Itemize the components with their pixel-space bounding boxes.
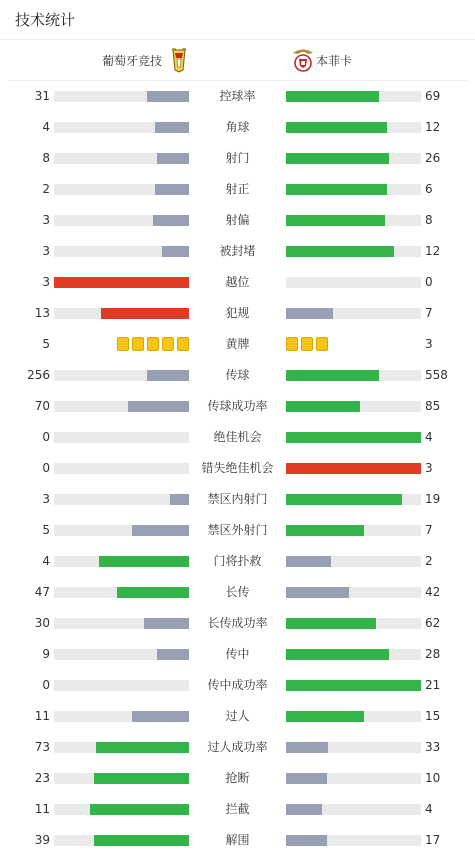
stat-label: 长传 [225,585,250,599]
home-stat-bar [54,246,189,257]
away-stat-bar [286,277,421,288]
away-stat-bar [286,122,421,133]
away-stat-bar-fill [286,649,389,660]
away-stat-bar [286,587,421,598]
home-stat-bar-fill [157,153,189,164]
home-stat-bar [54,432,189,443]
stat-row [0,422,475,453]
stat-label: 犯规 [225,306,250,320]
stat-row [0,825,475,856]
home-stat-bar [54,308,189,319]
home-stat-bar-fill [94,773,189,784]
home-stat-value: 256 [27,368,50,382]
home-stat-bar [54,835,189,846]
stat-row [0,794,475,825]
stat-row [0,112,475,143]
home-stat-bar [54,463,189,474]
stat-label: 被封堵 [219,244,256,258]
home-stat-bar-fill [155,122,189,133]
home-stat-bar-fill [155,184,189,195]
away-stat-bar-fill [286,308,333,319]
stat-label: 拦截 [225,802,250,816]
stat-label: 绝佳机会 [213,430,262,444]
away-stat-bar-fill [286,122,387,133]
away-stat-bar [286,184,421,195]
away-stat-bar-fill [286,587,349,598]
away-stat-value: 2 [425,554,433,568]
stat-label: 过人 [225,709,250,723]
away-stat-bar-fill [286,556,331,567]
home-stat-bar-fill [99,556,189,567]
away-yellow-cards [286,337,328,351]
home-stat-value: 30 [34,616,50,630]
away-team[interactable] [290,40,352,80]
away-stat-bar [286,215,421,226]
home-stat-bar-fill [157,649,189,660]
home-stat-bar [54,618,189,629]
stat-label: 控球率 [219,89,256,103]
away-stat-value: 12 [425,244,441,258]
stat-row [0,639,475,670]
away-stat-bar-fill [286,184,387,195]
away-stat-bar [286,742,421,753]
home-stat-bar [54,649,189,660]
stat-label: 射偏 [225,213,250,227]
home-stat-bar-fill [128,401,189,412]
home-stat-bar-fill [96,742,189,753]
stat-row [0,143,475,174]
away-stat-bar [286,308,421,319]
stat-label: 门将扑救 [213,554,262,568]
home-stat-bar-fill [147,91,189,102]
away-stat-bar-fill [286,835,327,846]
away-stat-bar-fill [286,91,379,102]
stat-label: 射门 [225,151,250,165]
home-stat-value: 5 [42,523,50,537]
away-stat-value: 26 [425,151,441,165]
home-stat-bar [54,153,189,164]
yellow-card-icon [132,337,144,351]
away-stat-value: 21 [425,678,441,692]
away-stat-value: 85 [425,399,441,413]
benfica-crest-icon [290,47,312,73]
away-stat-value: 62 [425,616,441,630]
away-stat-bar-fill [286,246,394,257]
stat-row [0,732,475,763]
stat-row [0,267,475,298]
away-stat-value: 3 [425,337,433,351]
stat-row [0,81,475,112]
away-stat-value: 8 [425,213,433,227]
away-stat-bar [286,618,421,629]
away-stat-bar [286,432,421,443]
home-stat-bar-fill [101,308,189,319]
stat-row [0,236,475,267]
away-stat-value: 33 [425,740,441,754]
stat-row [0,205,475,236]
home-stat-value: 3 [42,213,50,227]
stat-row [0,360,475,391]
stat-row [0,546,475,577]
stat-label: 传中 [225,647,250,661]
away-stat-value: 19 [425,492,441,506]
home-team[interactable] [102,40,190,80]
stat-row [0,174,475,205]
away-stat-bar-fill [286,215,385,226]
away-stat-bar-fill [286,525,364,536]
stat-label: 角球 [225,120,250,134]
stat-label: 过人成功率 [207,740,268,754]
away-stat-bar [286,804,421,815]
home-stat-value: 73 [34,740,50,754]
home-stat-bar [54,556,189,567]
away-stat-value: 4 [425,430,433,444]
away-stat-value: 0 [425,275,433,289]
stat-label: 传球成功率 [207,399,268,413]
home-stat-bar [54,122,189,133]
stat-label: 射正 [225,182,250,196]
away-stat-bar-fill [286,773,327,784]
away-stat-value: 28 [425,647,441,661]
home-stat-value: 23 [34,771,50,785]
stat-row [0,329,475,360]
yellow-card-icon [286,337,298,351]
away-stat-bar [286,153,421,164]
home-stat-bar [54,773,189,784]
home-stat-value: 9 [42,647,50,661]
away-stat-bar-fill [286,711,364,722]
home-stat-value: 3 [42,244,50,258]
away-stat-value: 7 [425,523,433,537]
away-stat-bar-fill [286,804,322,815]
away-stat-value: 10 [425,771,441,785]
away-stat-bar [286,91,421,102]
home-stat-value: 11 [34,802,50,816]
home-stat-bar-fill [54,277,189,288]
home-stat-bar [54,525,189,536]
away-stat-bar-fill [286,370,379,381]
away-stat-bar-fill [286,463,421,474]
yellow-card-icon [316,337,328,351]
stat-label: 错失绝佳机会 [201,461,274,475]
stat-row [0,763,475,794]
home-stat-bar-fill [153,215,189,226]
stat-label: 抢断 [225,771,250,785]
home-stat-value: 8 [42,151,50,165]
home-stat-value: 5 [42,337,50,351]
stat-label: 解围 [225,833,250,847]
home-stat-bar-fill [147,370,189,381]
yellow-card-icon [162,337,174,351]
stat-row [0,453,475,484]
stat-row [0,608,475,639]
home-stat-value: 0 [42,678,50,692]
home-stat-bar [54,277,189,288]
home-stat-bar-fill [94,835,189,846]
stat-row [0,391,475,422]
sporting-crest-icon [168,47,190,73]
teams-header [8,40,467,81]
away-stat-bar-fill [286,432,421,443]
away-stat-bar [286,370,421,381]
home-stat-value: 4 [42,554,50,568]
away-stat-bar [286,649,421,660]
away-stat-bar [286,246,421,257]
home-stat-bar-fill [144,618,189,629]
stat-row [0,701,475,732]
stat-label: 传球 [225,368,250,382]
home-stat-bar [54,680,189,691]
away-stat-bar [286,525,421,536]
home-stat-bar-fill [90,804,189,815]
home-stat-value: 47 [34,585,50,599]
away-stat-bar [286,711,421,722]
header [0,0,475,40]
away-stat-bar [286,401,421,412]
away-stat-value: 15 [425,709,441,723]
stat-label: 禁区外射门 [207,523,268,537]
yellow-card-icon [177,337,189,351]
home-stat-value: 0 [42,430,50,444]
stat-row [0,484,475,515]
away-stat-value: 69 [425,89,441,103]
home-stat-bar [54,215,189,226]
home-stat-value: 11 [34,709,50,723]
home-stat-value: 3 [42,275,50,289]
home-stat-bar [54,587,189,598]
home-stat-bar-fill [132,525,189,536]
home-stat-value: 2 [42,182,50,196]
away-stat-bar-fill [286,494,402,505]
home-stat-bar [54,370,189,381]
away-stat-bar-fill [286,401,360,412]
home-stat-bar [54,742,189,753]
home-stat-value: 31 [34,89,50,103]
away-stat-value: 6 [425,182,433,196]
stat-label: 黄牌 [225,337,250,351]
home-stat-bar-fill [132,711,189,722]
stat-row [0,298,475,329]
away-stat-value: 4 [425,802,433,816]
away-stat-value: 7 [425,306,433,320]
home-yellow-cards [117,337,189,351]
home-stat-bar [54,494,189,505]
yellow-card-icon [117,337,129,351]
away-stat-bar [286,835,421,846]
home-stat-bar [54,804,189,815]
stat-label: 长传成功率 [207,616,268,630]
away-stat-bar [286,556,421,567]
away-team-name: 本菲卡 [316,53,353,68]
yellow-card-icon [147,337,159,351]
page-title: 技术统计 [15,11,76,29]
home-stat-bar [54,91,189,102]
away-stat-bar-fill [286,153,389,164]
home-stat-bar-fill [117,587,189,598]
away-stat-bar [286,680,421,691]
home-stat-bar [54,711,189,722]
away-stat-bar-fill [286,680,421,691]
away-stat-value: 3 [425,461,433,475]
home-stat-value: 70 [34,399,50,413]
away-stat-value: 42 [425,585,441,599]
away-stat-value: 558 [425,368,448,382]
away-stat-value: 17 [425,833,441,847]
stat-row [0,577,475,608]
away-stat-bar-fill [286,618,376,629]
home-stat-bar [54,184,189,195]
yellow-card-icon [301,337,313,351]
home-stat-value: 13 [34,306,50,320]
away-stat-bar [286,463,421,474]
stat-row [0,515,475,546]
away-stat-value: 12 [425,120,441,134]
away-stat-bar [286,494,421,505]
home-stat-value: 39 [34,833,50,847]
stat-row [0,670,475,701]
home-stat-bar-fill [170,494,189,505]
away-stat-bar-fill [286,742,328,753]
home-stat-bar [54,401,189,412]
home-stat-bar-fill [162,246,189,257]
stat-label: 传中成功率 [207,678,268,692]
home-team-name: 葡萄牙竞技 [102,53,163,68]
stat-label: 禁区内射门 [207,492,268,506]
home-stat-value: 4 [42,120,50,134]
home-stat-value: 3 [42,492,50,506]
home-stat-value: 0 [42,461,50,475]
stat-label: 越位 [225,275,250,289]
away-stat-bar [286,773,421,784]
